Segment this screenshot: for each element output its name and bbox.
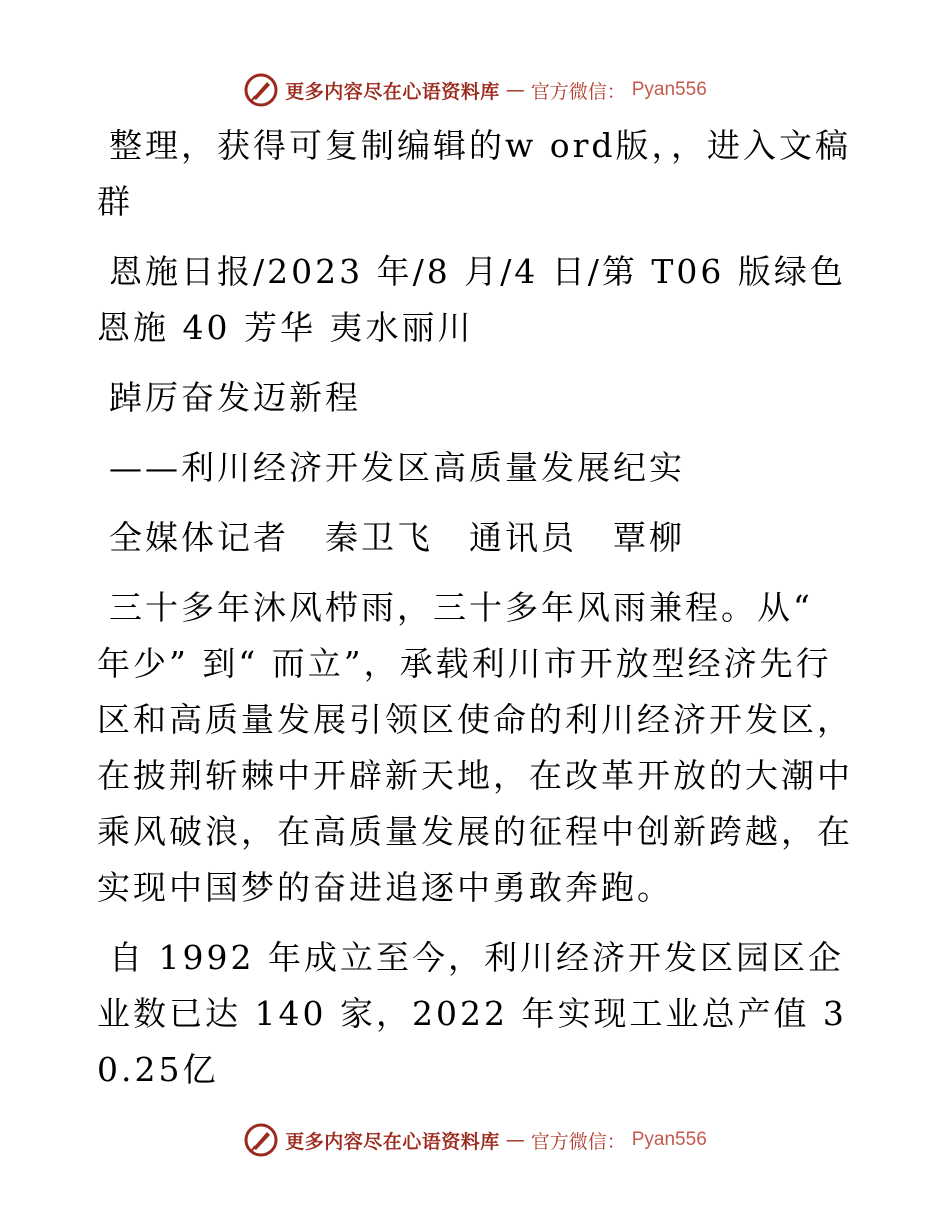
watermark-footer (0, 1120, 950, 1160)
article-byline: 全媒体记者 秦卫飞 通讯员 覃柳 (109, 518, 685, 557)
wechat-id: Pyan556 (631, 79, 707, 100)
watermark-header (0, 70, 950, 110)
wechat-label: 官方微信： (530, 1130, 626, 1153)
wechat-id: Pyan556 (631, 1129, 707, 1150)
feather-pen-logo-icon (243, 1122, 279, 1158)
watermark-dash: — (505, 79, 525, 101)
article-subtitle: ——利川经济开发区高质量发展纪实 (109, 448, 685, 487)
paragraph-body-2: 自 1992 年成立至今，利川经济开发区园区企业数已达 140 家，2022 年实现工业总产值 30.25亿 (97, 938, 847, 1089)
article-title: 踔厉奋发迈新程 (109, 378, 361, 417)
feather-pen-logo-icon (243, 72, 279, 108)
paragraph-body-1: 三十多年沐风栉雨，三十多年风雨兼程。从“ 年少” 到“ 而立”，承载利川市开放型经济先行区和高质量发展引领区使命的利川经济开发区，在披荆斩棘中开辟新天地，在改革开放的大潮中乘风破浪，在高质量发展的征程中创新跨越，在实现中国梦的奋进追逐中勇敢奔跑。 (97, 588, 853, 907)
watermark-text: 更多内容尽在心语资料库 (285, 80, 500, 103)
watermark-dash: — (505, 1129, 525, 1151)
document-body (97, 118, 855, 1112)
watermark-text: 更多内容尽在心语资料库 (285, 1130, 500, 1153)
paragraph-note: 整理，获得可复制编辑的w ord版，，进入文稿群 (97, 126, 852, 221)
wechat-label: 官方微信： (530, 80, 626, 103)
paragraph-source: 恩施日报/2023 年/8 月/4 日/第 T06 版绿色恩施 40 芳华 夷水丽川 (97, 252, 846, 347)
